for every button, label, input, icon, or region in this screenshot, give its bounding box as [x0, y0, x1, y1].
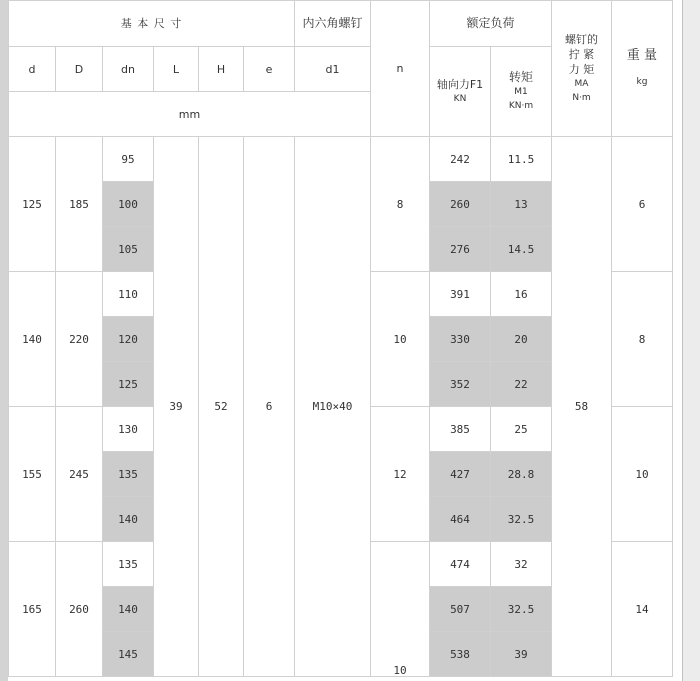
cell-n: 8 — [371, 137, 430, 272]
right-border — [682, 0, 700, 681]
cell-M1: 20 — [491, 317, 552, 362]
cell-weight: 10 — [612, 407, 673, 542]
col-L-header: L — [154, 47, 199, 92]
hex-bolt-header: 内六角螺钉 — [295, 1, 371, 47]
cell-weight: 8 — [612, 272, 673, 407]
cell-d: 140 — [9, 272, 56, 407]
cell-MA: 58 — [552, 137, 612, 677]
cell-M1: 13 — [491, 182, 552, 227]
col-e-header: e — [244, 47, 295, 92]
cell-d: 125 — [9, 137, 56, 272]
cell-dn: 125 — [103, 362, 154, 407]
col-d-header: d — [9, 47, 56, 92]
cell-d: 155 — [9, 407, 56, 542]
bolt-torque-title: 螺钉的 — [565, 33, 598, 46]
bolt-torque-unit: N·m — [572, 93, 591, 103]
torque-label: 转矩 — [508, 70, 533, 84]
cell-D: 245 — [56, 407, 103, 542]
cell-D: 260 — [56, 542, 103, 677]
cell-d: 165 — [9, 542, 56, 677]
cell-M1: 32.5 — [491, 497, 552, 542]
cell-F1: 427 — [430, 452, 491, 497]
cell-dn: 120 — [103, 317, 154, 362]
cell-dn: 140 — [103, 497, 154, 542]
cell-F1: 385 — [430, 407, 491, 452]
cell-dn: 110 — [103, 272, 154, 317]
cell-n-clipped — [371, 542, 430, 677]
axial-force-header — [430, 47, 491, 137]
weight-title: 重 量 — [626, 48, 658, 63]
cell-F1: 330 — [430, 317, 491, 362]
torque-header — [491, 47, 552, 137]
left-border — [0, 0, 8, 681]
cell-weight: 6 — [612, 137, 673, 272]
unit-mm-header: mm — [9, 92, 371, 137]
cell-D: 220 — [56, 272, 103, 407]
cell-F1: 391 — [430, 272, 491, 317]
cell-M1: 32 — [491, 542, 552, 587]
bolt-torque-symbol: MA — [574, 79, 589, 89]
bolt-torque-header — [552, 1, 612, 137]
rated-load-header: 额定负荷 — [430, 1, 552, 47]
cell-e: 6 — [244, 137, 295, 677]
cell-F1: 276 — [430, 227, 491, 272]
cell-H: 52 — [199, 137, 244, 677]
cell-F1: 242 — [430, 137, 491, 182]
col-dn-header: dn — [103, 47, 154, 92]
header-row-1 — [9, 1, 673, 47]
cell-M1: 28.8 — [491, 452, 552, 497]
cell-M1: 39 — [491, 632, 552, 677]
cell-M1: 25 — [491, 407, 552, 452]
bolt-torque-line3: 力 矩 — [568, 63, 595, 76]
col-H-header: H — [199, 47, 244, 92]
axial-force-unit: KN — [453, 94, 467, 104]
cell-n: 12 — [371, 407, 430, 542]
cell-dn: 135 — [103, 452, 154, 497]
cell-M1: 16 — [491, 272, 552, 317]
col-n-header: n — [371, 1, 430, 137]
cell-F1: 474 — [430, 542, 491, 587]
cell-F1: 507 — [430, 587, 491, 632]
torque-unit: KN·m — [508, 101, 534, 111]
cell-F1: 464 — [430, 497, 491, 542]
cell-D: 185 — [56, 137, 103, 272]
cell-dn: 130 — [103, 407, 154, 452]
basic-dimensions-header: 基 本 尺 寸 — [9, 1, 295, 47]
cell-M1: 32.5 — [491, 587, 552, 632]
cell-dn: 105 — [103, 227, 154, 272]
cell-M1: 22 — [491, 362, 552, 407]
table-row — [9, 137, 673, 182]
cell-n: 10 — [371, 272, 430, 407]
cell-F1: 260 — [430, 182, 491, 227]
cell-dn: 95 — [103, 137, 154, 182]
weight-header — [612, 1, 673, 137]
cell-weight: 14 — [612, 542, 673, 677]
cell-dn: 135 — [103, 542, 154, 587]
cell-dn: 100 — [103, 182, 154, 227]
cell-M1: 11.5 — [491, 137, 552, 182]
cell-F1: 538 — [430, 632, 491, 677]
cell-L: 39 — [154, 137, 199, 677]
bolt-torque-line2: 拧 紧 — [568, 48, 595, 61]
cell-d1: M10×40 — [295, 137, 371, 677]
col-D-header: D — [56, 47, 103, 92]
torque-symbol: M1 — [514, 87, 528, 97]
cell-dn: 145 — [103, 632, 154, 677]
cell-M1: 14.5 — [491, 227, 552, 272]
right-border-line — [682, 0, 683, 681]
weight-unit: kg — [636, 77, 648, 87]
cell-dn: 140 — [103, 587, 154, 632]
cell-F1: 352 — [430, 362, 491, 407]
col-d1-header: d1 — [295, 47, 371, 92]
spec-table — [8, 0, 673, 677]
cell-n: 10 — [393, 664, 407, 677]
axial-force-label: 轴向力F1 — [436, 78, 484, 91]
